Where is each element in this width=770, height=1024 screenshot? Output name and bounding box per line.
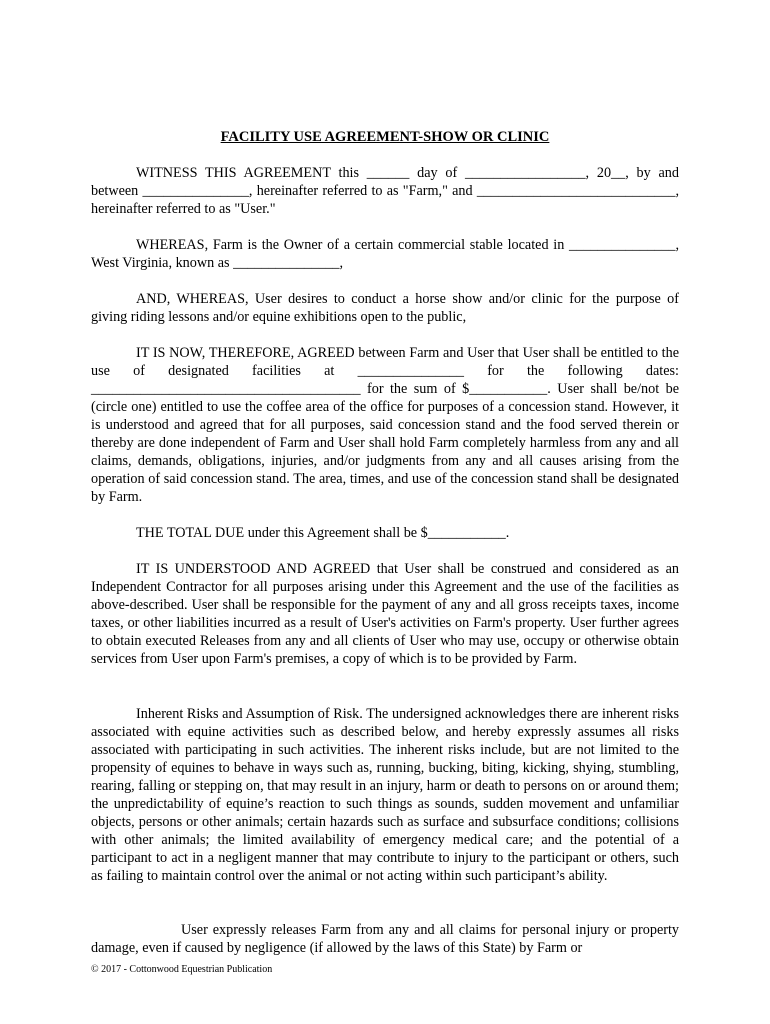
paragraph-independent-contractor: IT IS UNDERSTOOD AND AGREED that User shall be construed and considered as an Independent Contractor for all purposes arising under this Agreement and the use of the facilities as above-described. User shall be responsible for the payment of any and all gross receipts taxes, income taxes, or other liabilities incurred as a result of User's activities on Farm's property. User further agrees to obtain executed Releases from any and all clients of User who may use, occupy or otherwise obtain services from User upon Farm's premises, a copy of which is to be provided by Farm. xyxy=(91,561,679,667)
copyright-footer: © 2017 - Cottonwood Equestrian Publication xyxy=(91,964,273,975)
document-title: FACILITY USE AGREEMENT-SHOW OR CLINIC xyxy=(220,129,550,145)
paragraph-agreed-facilities: IT IS NOW, THEREFORE, AGREED between Farm and User that User shall be entitled to the use of designated facilities at _______________ for the following dates: ______________________________________ for the sum of $___________. User shall be/not be (circle one) entitled to use the coffee area of the office for purposes of a concession stand. However, it is understood and agreed that for all purposes, said concession stand and the food served therein or thereby are done independent of Farm and User shall hold Farm completely harmless from any and all claims, demands, obligations, injuries, and/or judgments from any and all causes arising from the operation of said concession stand. The area, times, and use of the concession stand shall be designated by Farm. xyxy=(91,345,679,505)
paragraph-inherent-risks: Inherent Risks and Assumption of Risk. The undersigned acknowledges there are inherent risks associated with equine activities such as described below, and hereby expressly assumes all risks associated with participating in such activities. The inherent risks include, but are not limited to the propensity of equines to behave in ways such as, running, bucking, biting, kicking, shying, stumbling, rearing, falling or stepping on, that may result in an injury, harm or death to persons on or around them; the unpredictability of equine’s reaction to such things as sounds, sudden movement and unfamiliar objects, persons or other animals; certain hazards such as surface and subsurface conditions; collisions with other animals; the limited availability of emergency medical care; and the potential of a participant to act in a negligent manner that may contribute to injury to the participant or others, such as failing to maintain control over the animal or not acting within such participant’s ability. xyxy=(91,706,679,884)
paragraph-total-due: THE TOTAL DUE under this Agreement shall be $___________. xyxy=(136,525,510,541)
paragraph-witness: WITNESS THIS AGREEMENT this ______ day of _________________, 20__, by and between _______________, hereinafter referred to as "Farm," and ____________________________, hereinafter referred to as "User." xyxy=(91,165,679,217)
paragraph-release: User expressly releases Farm from any and all claims for personal injury or property damage, even if caused by negligence (if allowed by the laws of this State) by Farm or xyxy=(91,922,679,956)
paragraph-whereas-user: AND, WHEREAS, User desires to conduct a horse show and/or clinic for the purpose of giving riding lessons and/or equine exhibitions open to the public, xyxy=(91,291,679,325)
paragraph-whereas-owner: WHEREAS, Farm is the Owner of a certain commercial stable located in _______________, West Virginia, known as _______________, xyxy=(91,237,679,271)
